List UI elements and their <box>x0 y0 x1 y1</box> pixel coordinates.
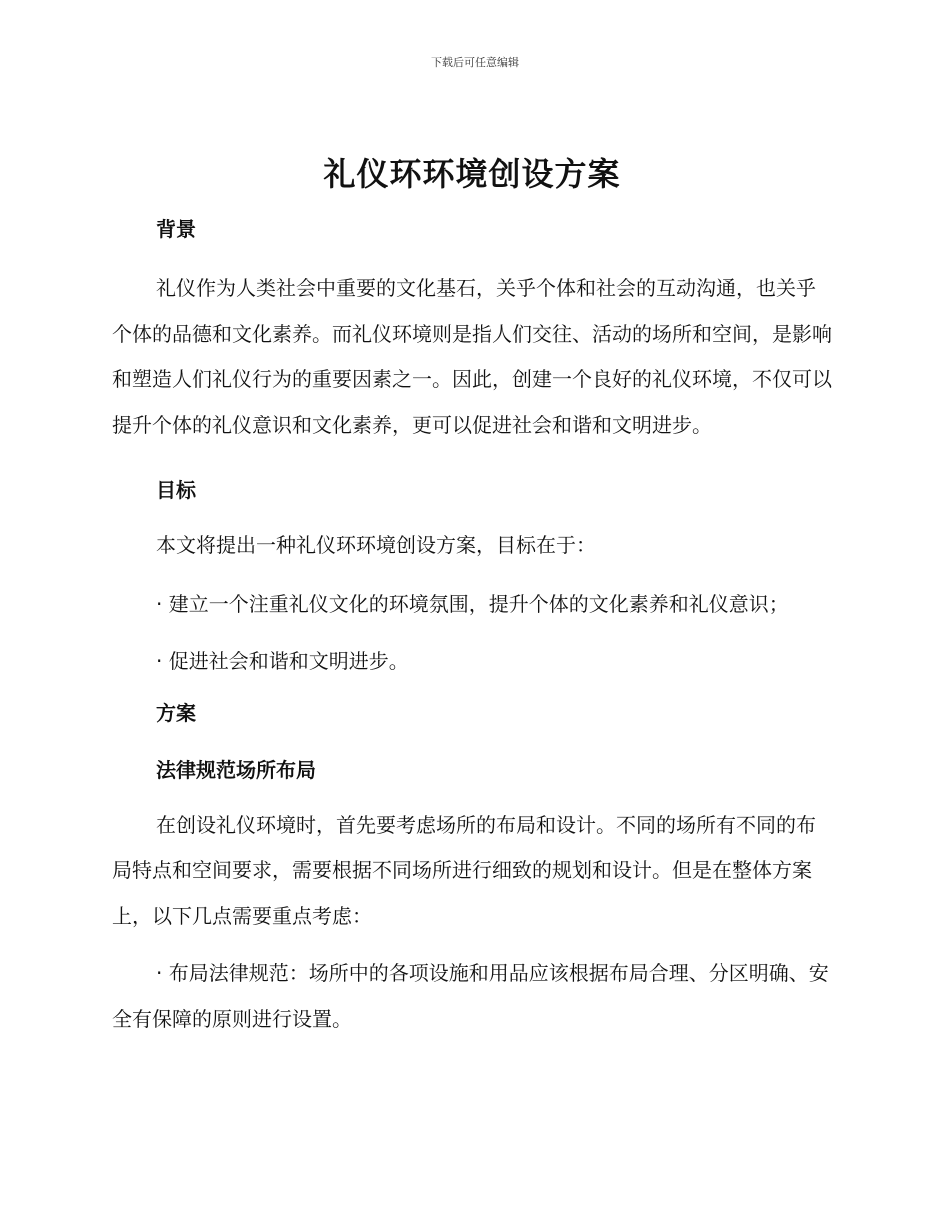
header-note: 下载后可任意编辑 <box>431 56 519 69</box>
section-heading-goal: 目标 <box>156 478 196 502</box>
document-title: 礼仪环环境创设方案 <box>323 155 621 193</box>
section-heading-background: 背景 <box>156 217 196 241</box>
subsection-heading-layout: 法律规范场所布局 <box>156 757 316 782</box>
goal-bullet-item: · 促进社会和谐和文明进步。 <box>156 649 409 673</box>
plan-paragraph: 在创设礼仪环境时，首先要考虑场所的布局和设计。不同的场所有不同的布局特点和空间要求，需要根据不同场所进行细致的规划和设计。但是在整体方案上，以下几点需要重点考虑： <box>112 812 816 928</box>
goal-intro-paragraph: 本文将提出一种礼仪环环境创设方案，目标在于： <box>156 533 596 557</box>
document-body <box>112 148 832 1042</box>
plan-bullet-item: · 布局法律规范：场所中的各项设施和用品应该根据布局合理、分区明确、安全有保障的原则进行设置。 <box>112 961 829 1031</box>
goal-bullet-item: · 建立一个注重礼仪文化的环境氛围，提升个体的文化素养和礼仪意识； <box>156 591 789 616</box>
section-heading-plan: 方案 <box>156 700 196 725</box>
background-paragraph: 礼仪作为人类社会中重要的文化基石，关乎个体和社会的互动沟通，也关乎个体的品德和文化素养。而礼仪环境则是指人们交往、活动的场所和空间，是影响和塑造人们礼仪行为的重要因素之一。因此，创建一个良好的礼仪环境，不仅可以提升个体的礼仪意识和文化素养，更可以促进社会和谐和文明进步。 <box>112 276 832 437</box>
